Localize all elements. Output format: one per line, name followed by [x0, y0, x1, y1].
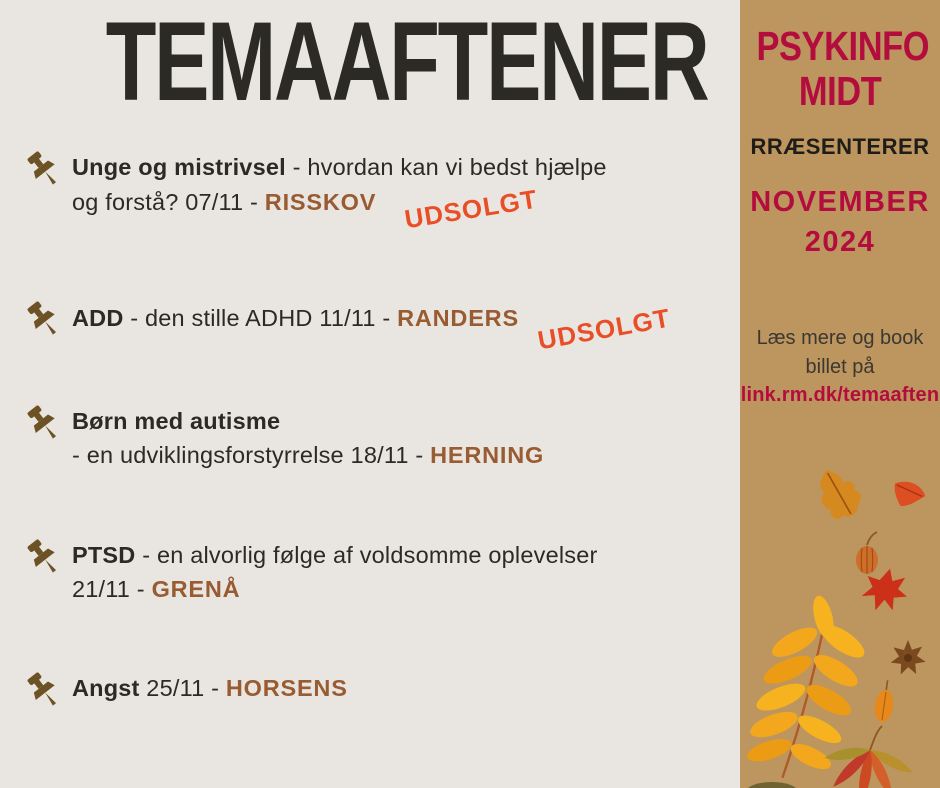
event-line	[72, 538, 740, 572]
month-year	[740, 182, 940, 262]
booking-info-line2: billet på	[805, 356, 875, 378]
oak-leaf-icon	[809, 462, 868, 526]
event-text: 21/11 -	[72, 576, 152, 602]
event-text: - en udviklingsforstyrrelse 18/11 -	[72, 442, 431, 468]
event-line	[72, 404, 740, 438]
brand-line1: PSYKINFO	[756, 23, 930, 69]
event-item-angst	[0, 671, 740, 705]
event-location: RISSKOV	[264, 189, 377, 215]
soldout-stamp: UDSOLGT	[535, 302, 673, 356]
brand-line2: MIDT	[798, 68, 882, 114]
event-item-add	[0, 300, 740, 356]
sidebar	[740, 0, 940, 788]
event-text: - den stille ADHD 11/11 -	[123, 305, 398, 331]
pushpin-icon	[24, 150, 64, 194]
page-title	[0, 0, 740, 124]
booking-link[interactable]: link.rm.dk/temaaften	[740, 384, 940, 406]
event-title: Børn med autisme	[72, 408, 281, 434]
event-item-unge-og-mistrivsel	[0, 150, 740, 235]
event-text: 25/11 -	[139, 675, 226, 701]
leaf-edge-fragment	[746, 782, 798, 788]
soldout-stamp: UDSOLGT	[402, 183, 540, 235]
page-title-text: TEMAAFTENER	[105, 0, 708, 124]
month-label: NOVEMBER	[750, 186, 930, 218]
event-text: og forstå? 07/11 -	[72, 189, 265, 215]
presents-label: RRÆSENTERER	[750, 134, 930, 159]
event-text: - hvordan kan vi bedst hjælpe	[285, 154, 607, 180]
small-red-leaf-icon	[891, 480, 927, 510]
event-title: ADD	[72, 305, 124, 331]
pushpin-icon	[24, 300, 64, 344]
event-title: PTSD	[72, 542, 136, 568]
pushpin-icon	[24, 538, 64, 582]
event-title: Unge og mistrivsel	[72, 154, 286, 180]
event-item-born-med-autisme	[0, 404, 740, 472]
autumn-leaves-decoration	[740, 458, 940, 788]
event-location: HORSENS	[225, 675, 348, 701]
star-anise-icon	[890, 640, 927, 676]
event-line	[72, 183, 740, 235]
event-item-ptsd	[0, 538, 740, 606]
event-location: HERNING	[430, 442, 545, 468]
event-location: RANDERS	[397, 305, 519, 331]
event-title: Angst	[72, 675, 140, 701]
booking-info-line1: Læs mere og book	[756, 327, 924, 349]
pushpin-icon	[24, 671, 64, 715]
brand-title	[740, 24, 940, 114]
event-line	[72, 572, 740, 606]
event-line	[72, 671, 740, 705]
event-location: GRENÅ	[151, 576, 241, 602]
event-text: - en alvorlig følge af voldsomme oplevelser	[135, 542, 598, 568]
event-line	[72, 150, 740, 184]
physalis-icon	[856, 532, 878, 574]
event-line	[72, 300, 740, 356]
year-label: 2024	[804, 226, 876, 258]
small-orange-leaf-icon	[873, 679, 897, 723]
pushpin-icon	[24, 404, 64, 448]
event-line	[72, 438, 740, 472]
booking-info	[740, 324, 940, 382]
